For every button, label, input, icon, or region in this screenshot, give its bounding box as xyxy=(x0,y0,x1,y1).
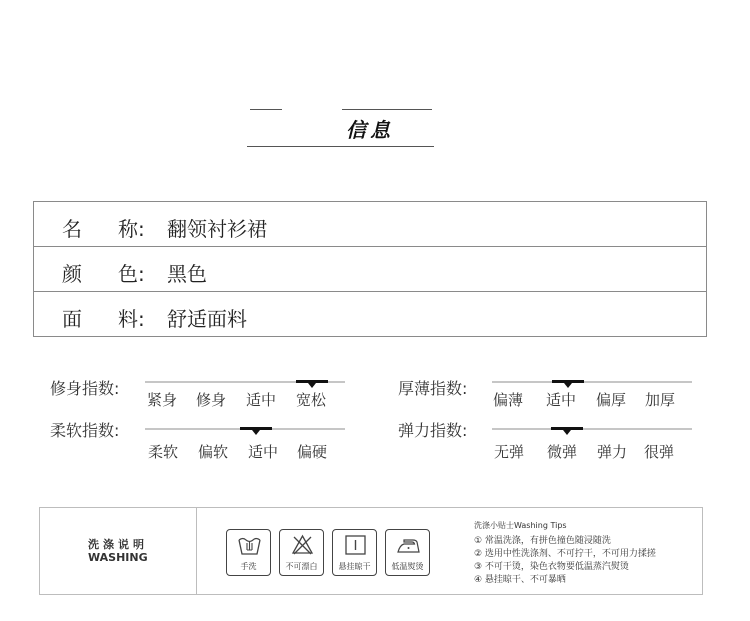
hang-dry-icon-box xyxy=(332,529,377,576)
title-line-top-right xyxy=(342,109,432,110)
elasticity-option: 无弹 xyxy=(494,443,525,461)
no-bleach-label: 不可漂白 xyxy=(285,562,318,571)
thickness-option-selected: 适中 xyxy=(546,391,577,409)
fit-option-selected: 宽松 xyxy=(296,391,327,409)
softness-option: 偏软 xyxy=(198,443,229,461)
info-row-name xyxy=(34,202,706,247)
info-table xyxy=(33,201,707,337)
elasticity-option: 弹力 xyxy=(597,443,628,461)
washing-title-zh: 洗涤说明 xyxy=(88,538,148,551)
info-row-color xyxy=(34,247,706,292)
washing-title-en: WASHING xyxy=(88,551,148,564)
washing-tip: ③ 不可干烫，染色衣物要低温蒸汽熨烫 xyxy=(474,562,629,572)
thickness-selected-pointer xyxy=(564,383,572,388)
hang-dry-icon xyxy=(343,534,368,556)
washing-divider xyxy=(196,507,197,595)
title-line-top-left xyxy=(250,109,282,110)
elasticity-index-label: 弹力指数: xyxy=(398,421,468,440)
title-line-bottom xyxy=(247,146,434,147)
washing-tips-title: 洗涤小贴士Washing Tips xyxy=(474,521,567,530)
washing-tip: ④ 悬挂晾干、不可暴晒 xyxy=(474,575,566,585)
page-title: 信息 xyxy=(346,118,394,142)
elasticity-scale-line xyxy=(492,428,692,430)
washing-tip: ① 常温洗涤，有拼色撞色随浸随洗 xyxy=(474,536,611,546)
no-bleach-icon xyxy=(290,534,315,556)
info-label: 颜 xyxy=(62,262,82,286)
info-value: 黑色 xyxy=(167,262,207,286)
info-label: 名 xyxy=(62,217,82,241)
low-iron-label: 低温熨烫 xyxy=(391,562,424,571)
elasticity-selected-pointer xyxy=(563,430,571,435)
thickness-option: 加厚 xyxy=(645,391,676,409)
softness-option-selected: 适中 xyxy=(248,443,279,461)
washing-tip: ② 选用中性洗涤剂、不可拧干，不可用力揉搓 xyxy=(474,549,656,559)
info-value: 翻领衬衫裙 xyxy=(167,217,267,241)
info-label: 色: xyxy=(118,262,145,286)
info-label: 面 xyxy=(62,307,82,331)
elasticity-option: 很弹 xyxy=(644,443,675,461)
thickness-index-label: 厚薄指数: xyxy=(398,379,468,398)
fit-index-label: 修身指数: xyxy=(50,379,120,398)
hang-dry-label: 悬挂晾干 xyxy=(338,562,371,571)
thickness-option: 偏厚 xyxy=(596,391,627,409)
hand-wash-icon xyxy=(237,534,262,556)
info-label: 称: xyxy=(118,217,145,241)
fit-option: 适中 xyxy=(246,391,277,409)
thickness-scale-line xyxy=(492,381,692,383)
no-bleach-icon-box xyxy=(279,529,324,576)
fit-option: 修身 xyxy=(196,391,227,409)
softness-index-label: 柔软指数: xyxy=(50,421,120,440)
softness-option: 偏硬 xyxy=(297,443,328,461)
fit-selected-pointer xyxy=(308,383,316,388)
thickness-option: 偏薄 xyxy=(493,391,524,409)
info-label: 料: xyxy=(118,307,145,331)
softness-selected-pointer xyxy=(252,430,260,435)
elasticity-option-selected: 微弹 xyxy=(547,443,578,461)
hand-wash-label: 手洗 xyxy=(240,562,257,571)
low-iron-icon-box xyxy=(385,529,430,576)
hand-wash-icon-box xyxy=(226,529,271,576)
info-row-fabric xyxy=(34,292,706,337)
low-iron-icon xyxy=(396,534,421,556)
softness-option: 柔软 xyxy=(148,443,179,461)
fit-option: 紧身 xyxy=(147,391,178,409)
info-value: 舒适面料 xyxy=(167,307,247,331)
